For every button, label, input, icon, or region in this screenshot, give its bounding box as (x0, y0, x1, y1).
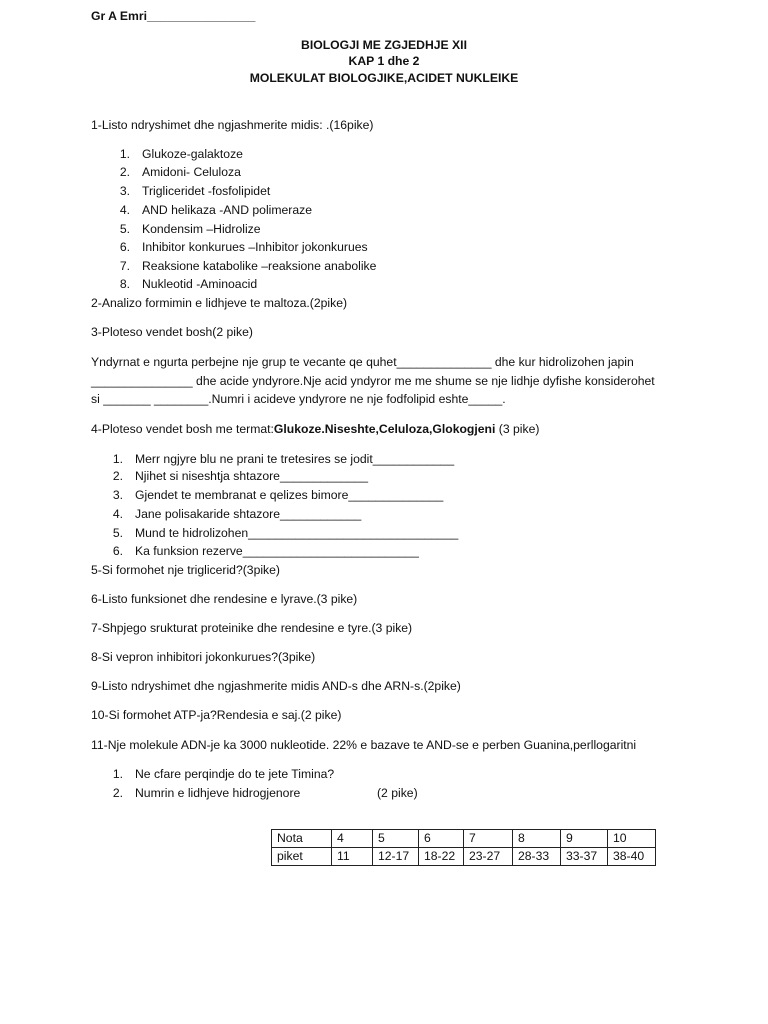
item-number: 5. (112, 526, 123, 540)
item-number: 1. (112, 452, 123, 466)
grades-table (271, 829, 656, 866)
item-number: 5. (119, 222, 130, 236)
question-1: 1-Listo ndryshimet dhe ngjashmerite midis: .(16pike) (91, 118, 374, 132)
item-number: 2. (119, 165, 130, 179)
item-number: 1. (119, 147, 130, 161)
item-number: 8. (119, 277, 130, 291)
question-3-line-3: si _______ ________.Numri i acideve yndyrore ne nje fodfolipid eshte_____. (91, 392, 506, 406)
question-4-points: (3 pike) (495, 422, 540, 436)
item-text: Njihet si niseshtja shtazore_____________ (135, 469, 369, 483)
table-row (272, 848, 656, 866)
item-text: Merr ngjyre blu ne prani te tretesires se jodit____________ (135, 452, 455, 466)
table-cell: 38-40 (608, 848, 656, 866)
page-title: BIOLOGJI ME ZGJEDHJE XII (301, 38, 467, 52)
table-cell: 12-17 (373, 848, 419, 866)
item-text: Mund te hidrolizohen_______________________________ (135, 526, 459, 540)
item-number: 4. (112, 507, 123, 521)
item-text: Ka funksion rezerve__________________________ (135, 544, 419, 558)
table-cell: 23-27 (464, 848, 513, 866)
item-number: 6. (119, 240, 130, 254)
item-text: Nukleotid -Aminoacid (142, 277, 258, 291)
question-8: 8-Si vepron inhibitori jokonkurues?(3pike) (91, 650, 316, 664)
table-cell: 6 (419, 830, 464, 848)
item-number: 4. (119, 203, 130, 217)
item-number: 2. (112, 469, 123, 483)
item-text: Jane polisakaride shtazore____________ (135, 507, 362, 521)
question-3-line-1: Yndyrnat e ngurta perbejne nje grup te vecante qe quhet______________ dhe kur hidrolizohen japin (91, 355, 634, 369)
item-number: 6. (112, 544, 123, 558)
question-4-prefix: 4-Ploteso vendet bosh me termat: (91, 422, 274, 436)
question-2: 2-Analizo formimin e lidhjeve te maltoza.(2pike) (91, 296, 348, 310)
item-number: 3. (112, 488, 123, 502)
table-cell: Nota (272, 830, 332, 848)
table-cell: 33-37 (561, 848, 608, 866)
item-number: 3. (119, 184, 130, 198)
item-text: Glukoze-galaktoze (142, 147, 243, 161)
item-text: Gjendet te membranat e qelizes bimore______________ (135, 488, 444, 502)
item-text: Inhibitor konkurues –Inhibitor jokonkurues (142, 240, 368, 254)
table-cell: 10 (608, 830, 656, 848)
item-text: Numrin e lidhjeve hidrogjenore (135, 786, 301, 800)
item-text: Amidoni- Celuloza (142, 165, 241, 179)
question-3-line-2: _______________ dhe acide yndyrore.Nje acid yndyror me me shume se nje lidhje dyfishe konsiderohet (91, 374, 655, 388)
table-cell: 7 (464, 830, 513, 848)
topic-title: MOLEKULAT BIOLOGJIKE,ACIDET NUKLEIKE (249, 71, 519, 85)
table-cell: 28-33 (513, 848, 561, 866)
question-4 (91, 422, 539, 436)
item-text: Kondensim –Hidrolize (142, 222, 261, 236)
question-6: 6-Listo funksionet dhe rendesine e lyrave.(3 pike) (91, 592, 358, 606)
name-line: Gr A Emri________________ (91, 9, 256, 23)
chapter-title: KAP 1 dhe 2 (348, 54, 420, 68)
table-row (272, 830, 656, 848)
table-cell: 8 (513, 830, 561, 848)
question-10: 10-Si formohet ATP-ja?Rendesia e saj.(2 pike) (91, 708, 342, 722)
table-cell: piket (272, 848, 332, 866)
table-cell: 5 (373, 830, 419, 848)
item-text: Trigliceridet -fosfolipidet (142, 184, 271, 198)
table-cell: 11 (332, 848, 373, 866)
item-number: 2. (112, 786, 123, 800)
table-cell: 9 (561, 830, 608, 848)
question-11-points: (2 pike) (377, 786, 418, 800)
question-11: 11-Nje molekule ADN-je ka 3000 nukleotide. 22% e bazave te AND-se e perben Guanina,perllogaritni (91, 738, 637, 752)
item-text: Ne cfare perqindje do te jete Timina? (135, 767, 335, 781)
table-cell: 4 (332, 830, 373, 848)
item-number: 7. (119, 259, 130, 273)
item-text: Reaksione katabolike –reaksione anabolike (142, 259, 377, 273)
question-9: 9-Listo ndryshimet dhe ngjashmerite midis AND-s dhe ARN-s.(2pike) (91, 679, 461, 693)
question-4-terms: Glukoze.Niseshte,Celuloza,Glokogjeni (273, 422, 496, 436)
item-text: AND helikaza -AND polimeraze (142, 203, 313, 217)
table-cell: 18-22 (419, 848, 464, 866)
item-number: 1. (112, 767, 123, 781)
question-5: 5-Si formohet nje triglicerid?(3pike) (91, 563, 280, 577)
question-7: 7-Shpjego srukturat proteinike dhe rendesine e tyre.(3 pike) (91, 621, 413, 635)
question-3: 3-Ploteso vendet bosh(2 pike) (91, 325, 253, 339)
